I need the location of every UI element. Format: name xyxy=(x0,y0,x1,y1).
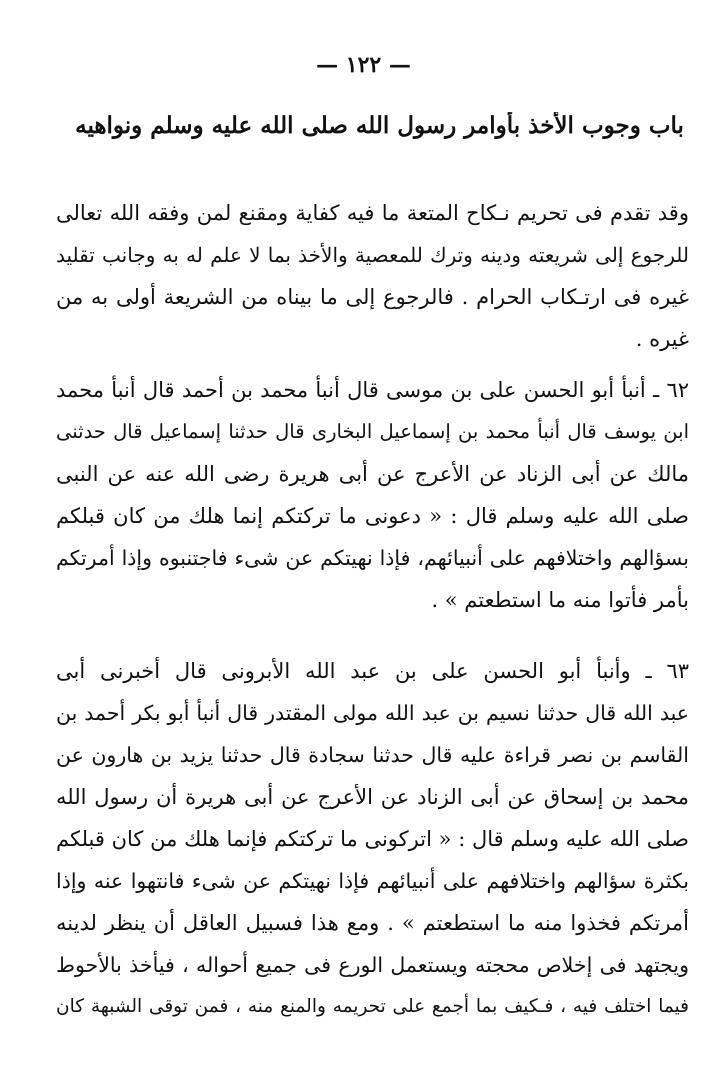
text-line: غيره فى ارتـكاب الحرام . فالرجوع إلى ما بيناه من الشريعة أولى به من xyxy=(56,285,689,309)
text-line: وقد تقدم فى تحريم نـكاح المتعة ما فيه كفاية ومقنع لمن وفقه الله تعالى xyxy=(56,201,689,225)
text-line: فيما اختلف فيه ، فـكيف بما أجمع على تحريمه والمنع منه ، فمن توقى الشبهة كان xyxy=(56,996,689,1017)
text-line: ابن يوسف قال أنبأ محمد بن إسماعيل البخارى قال حدثنا إسماعيل قال حدثنى xyxy=(56,420,689,443)
text-line: عبد الله قال حدثنا نسيم بن عبد الله مولى المقتدر قال أنبأ أبو بكر أحمد بن xyxy=(56,701,689,725)
text-line: القاسم بن نصر قراءة عليه قال حدثنا سجادة قال حدثنا يزيد بن هارون عن xyxy=(56,743,689,767)
text-line: أمرتكم فخذوا منه ما استطعتم » . ومع هذا فسبيل العاقل أن ينظر لدينه xyxy=(56,911,689,935)
text-line: ٦٢ ـ أنبأ أبو الحسن على بن موسى قال أنبأ محمد بن أحمد قال أنبأ محمد xyxy=(56,378,689,402)
text-line: صلى الله عليه وسلم قال : « دعونى ما تركتكم إنما هلك من كان قبلكم xyxy=(56,504,689,528)
text-line: للرجوع إلى شريعته ودينه وترك للمعصية والأخذ بما لا علم له به وجانب تقليد xyxy=(56,243,689,267)
text-line: مالك عن أبى الزناد عن الأعرج عن أبى هريرة رضى الله عنه عن النبى xyxy=(56,462,689,486)
hadith-63-paragraph xyxy=(56,650,689,1028)
text-line: بأمر فأتوا منه ما استطعتم » . xyxy=(431,588,689,612)
text-line: بسؤالهم واختلافهم على أنبيائهم، فإذا نهيتكم عن شىء فاجتنبوه وإذا أمرتكم xyxy=(56,546,689,570)
text-line: ٦٣ ـ وأنبأ أبو الحسن على بن عبد الله الأبرونى قال أخبرنى أبى xyxy=(56,659,689,683)
intro-paragraph xyxy=(56,192,689,360)
text-line: صلى الله عليه وسلم قال : « اتركونى ما تركتكم فإنما هلك من كان قبلكم xyxy=(56,827,689,851)
page-number: — ١٢٢ — xyxy=(316,52,411,78)
text-line: ويجتهد فى إخلاص محجته ويستعمل الورع فى جميع أحواله ، فيأخذ بالأحوط xyxy=(56,953,689,977)
hadith-62-paragraph xyxy=(56,369,689,621)
text-line: غيره . xyxy=(635,327,689,351)
text-line: محمد بن إسحاق عن أبى الزناد عن الأعرج عن أبى هريرة أن رسول الله xyxy=(56,785,689,809)
text-line: بكثرة سؤالهم واختلافهم على أنبيائهم فإذا نهيتكم عن شىء فانتهوا عنه وإذا xyxy=(56,869,689,893)
chapter-heading: باب وجوب الأخذ بأوامر رسول الله صلى الله عليه وسلم ونواهيه xyxy=(75,112,684,139)
